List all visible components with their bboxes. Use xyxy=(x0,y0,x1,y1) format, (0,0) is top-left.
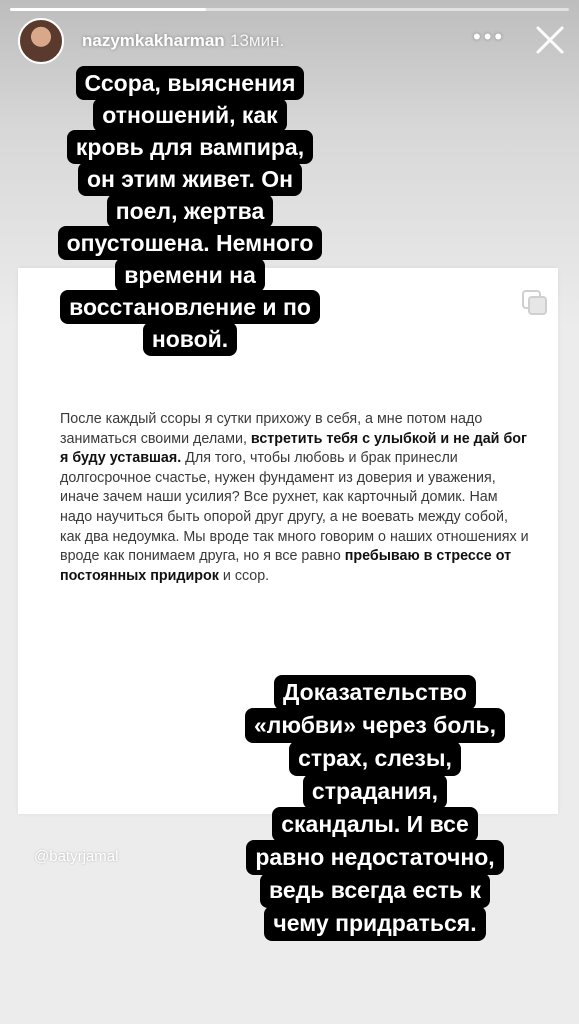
story-progress-fill xyxy=(10,8,206,11)
sticker-line: поел, жертва xyxy=(107,194,274,228)
story-header xyxy=(18,18,561,64)
sticker-line: кровь для вампира, xyxy=(67,130,313,164)
sticker-line: скандалы. И все xyxy=(272,807,477,842)
sticker-line: он этим живет. Он xyxy=(78,162,302,196)
sticker-line: Ссора, выяснения xyxy=(76,66,305,100)
post-text-bold: встретить тебя с улыбкой и не дай бог я буду уставшая. xyxy=(60,430,527,467)
post-text-segment: и ссор. xyxy=(218,567,270,584)
sticker-line: равно недостаточно, xyxy=(246,840,503,875)
close-icon[interactable] xyxy=(532,22,568,58)
sticker-line: отношений, как xyxy=(93,98,286,132)
post-text xyxy=(60,410,530,586)
post-text-segment: Для того, чтобы любовь и брак принесли долгосрочное счастье, нужен фундамент из доверия и уважения, иначе зачем наши усилия? Все рухнет, как карточный домик. Нам надо научиться быть опорой друг другу, а не воевать между собой, как два недоумка. Мы вроде так много говорим о наших отношениях и вроде как понимаем друга, но я все равно xyxy=(60,450,529,565)
text-sticker-bottom xyxy=(205,676,545,940)
watermark: @batyrjamal xyxy=(34,848,119,865)
avatar[interactable] xyxy=(18,18,64,64)
sticker-line: «любви» через боль, xyxy=(245,708,505,743)
sticker-line: чему придраться. xyxy=(264,906,485,941)
sticker-line: Доказательство xyxy=(274,675,476,710)
sticker-line: страх, слезы, xyxy=(289,741,461,776)
text-sticker-top xyxy=(30,67,350,355)
sticker-line: восстановление и по xyxy=(60,290,320,324)
post-text-segment: После каждый ссоры я сутки прихожу в себя, а мне потом надо заниматься своими делами, xyxy=(60,411,483,447)
sticker-line: новой. xyxy=(143,322,237,356)
more-dots-icon[interactable]: ••• xyxy=(473,24,506,49)
sticker-line: ведь всегда есть к xyxy=(260,873,490,908)
sticker-line: опустошена. Немного xyxy=(58,226,323,260)
sticker-line: времени на xyxy=(115,258,265,292)
story-progress-bar xyxy=(10,8,569,11)
copy-icon xyxy=(520,288,550,318)
story-time: 13мин. xyxy=(230,31,285,50)
sticker-line: страдания, xyxy=(303,774,447,809)
username[interactable]: nazymkakharman xyxy=(82,31,225,50)
post-text-bold: пребываю в стрессе от постоянных придирок xyxy=(60,548,512,584)
